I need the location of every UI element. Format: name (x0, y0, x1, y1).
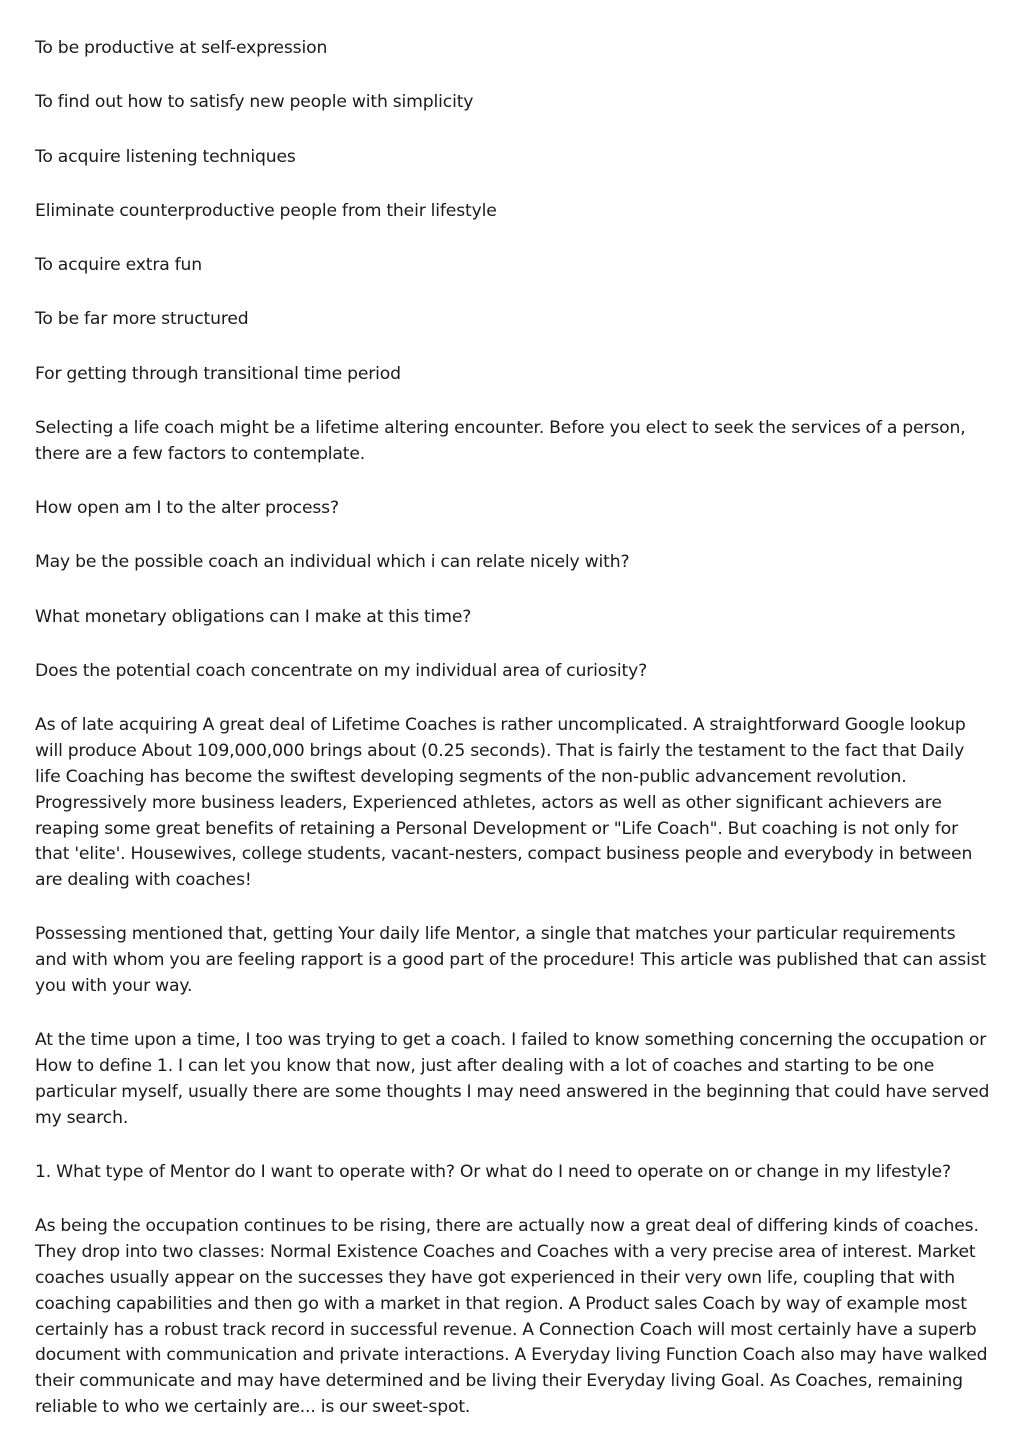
paragraph-trying-to-get-coach: At the time upon a time, I too was trying to get a coach. I failed to know something concerning the occupation or How to define 1. I can let you know that now, just after dealing with a lot of coaches and starting to be one particular myself, usually there are some thoughts I may need answered in the beginning that could have served my search. (35, 1030, 990, 1128)
paragraph-question-monetary-obligations: What monetary obligations can I make at this time? (35, 606, 472, 627)
paragraph-finding-your-mentor: Possessing mentioned that, getting Your daily life Mentor, a single that matches your particular requirements and with whom you are feeling rapport is a good part of the procedure! This article was published that can assist you with your way. (35, 924, 987, 997)
paragraph-question-area-of-curiosity: Does the potential coach concentrate on my individual area of curiosity? (35, 661, 648, 682)
paragraph-satisfy-new-people: To find out how to satisfy new people with simplicity (35, 92, 474, 113)
paragraph-selecting-life-coach: Selecting a life coach might be a lifetime altering encounter. Before you elect to seek the services of a person, there are a few factors to contemplate. (35, 418, 966, 464)
paragraph-kinds-of-coaches: As being the occupation continues to be rising, there are actually now a great deal of differing kinds of coaches. They drop into two classes: Normal Existence Coaches and Coaches with a very precise area of interest. Market coaches usually appear on the successes they have got experienced in their very own life, coupling that with coaching capabilities and then go with a market in that region. A Product sales Coach by way of example most certainly has a robust track record in successful revenue. A Connection Coach will most certainly have a superb document with communication and private interactions. A Everyday living Function Coach also may have walked their communicate and may have determined and be living their Everyday living Goal. As Coaches, remaining reliable to who we certainly are... is our sweet-spot. (35, 1216, 988, 1417)
paragraph-more-structured: To be far more structured (35, 309, 249, 330)
paragraph-listening-techniques: To acquire listening techniques (35, 146, 296, 167)
paragraph-question-relate-with-coach: May be the possible coach an individual which i can relate nicely with? (35, 552, 630, 573)
paragraph-extra-fun: To acquire extra fun (35, 255, 203, 276)
paragraph-transitional-period: For getting through transitional time period (35, 363, 401, 384)
paragraph-question-open-to-change: How open am I to the alter process? (35, 498, 339, 519)
paragraph-question-type-of-mentor: 1. What type of Mentor do I want to operate with? Or what do I need to operate on or change in my lifestyle? (35, 1162, 951, 1183)
paragraph-eliminate-counterproductive: Eliminate counterproductive people from their lifestyle (35, 200, 497, 221)
paragraph-self-expression: To be productive at self-expression (35, 38, 328, 58)
paragraph-acquiring-life-coaches: As of late acquiring A great deal of Lifetime Coaches is rather uncomplicated. A straightforward Google lookup will produce About 109,000,000 brings about (0.25 seconds). That is fairly the testament to the fact that Daily life Coaching has become the swiftest developing segments of the non-public advancement revolution. Progressively more business leaders, Experienced athletes, actors as well as other significant achievers are reaping some great benefits of retaining a Personal Development or "Life Coach". But coaching is not only for that 'elite'. Housewives, college students, vacant-nesters, compact business people and everybody in between are dealing with coaches! (35, 715, 973, 891)
